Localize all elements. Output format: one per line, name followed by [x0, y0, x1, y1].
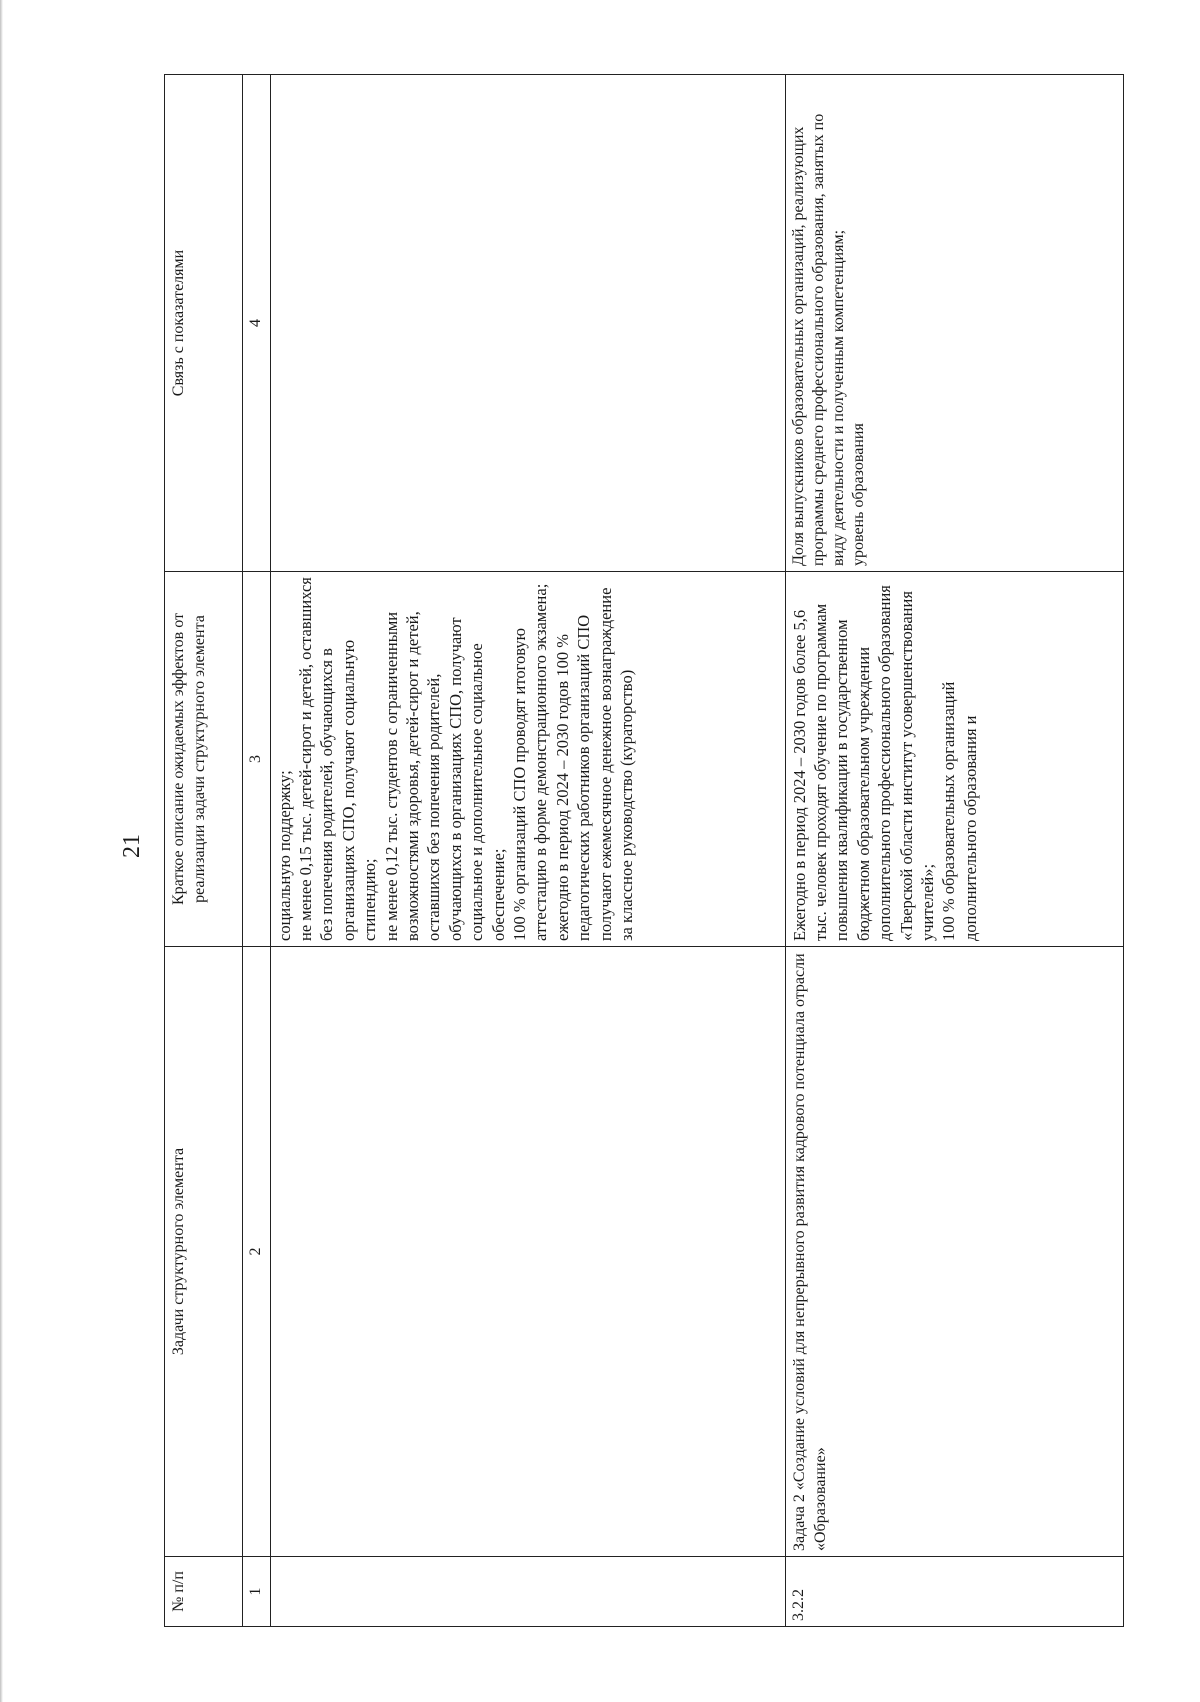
row1-effects: социальную поддержку; не менее 0,15 тыс. детей-сирот и детей, оставшихся без попечения родителей, обучающихся в организациях СПО, получают социальную стипендию; не менее 0,12 тыс. студентов с ограниченными возможностями здоровья, детей-сирот и детей, оставшихся без попечения родителей, обучающихся в организациях СПО, получают социальное и дополнительное социальное обеспечение; 100 % организаций СПО проводят итоговую аттестацию в форме демонстрационного экзамена; ежегодно в период 2024 – 2030 годов 100 % педагогических работников организаций СПО получают ежемесячное денежное вознаграждение за классное руководство (кураторство): [270, 572, 785, 947]
row1-task: [270, 947, 785, 1557]
row2-indicators: Доля выпускников образовательных организаций, реализующих программы среднего профессионального образования, занятых по виду деятельности и полученным компетенциям; уровень образования: [785, 75, 1124, 572]
column-numbering-row: [243, 75, 271, 1627]
table-row: [785, 75, 1124, 1627]
page-number: 21: [119, 834, 145, 858]
column-number-4: 4: [243, 75, 271, 572]
column-number-3: 3: [243, 572, 271, 947]
row1-indicators: [270, 75, 785, 572]
row2-number: 3.2.2: [785, 1557, 1124, 1627]
row1-number: [270, 1557, 785, 1627]
scan-edge: [0, 0, 3, 1702]
header-number: № п/п: [165, 1557, 243, 1627]
header-row: [165, 75, 243, 1627]
header-tasks: Задачи структурного элемента: [165, 947, 243, 1557]
header-indicators: Связь с показателями: [165, 75, 243, 572]
row2-effects: Ежегодно в период 2024 – 2030 годов более 5,6 тыс. человек проходят обучение по программам повышения квалификации в государственном бюджетном образовательном учреждении дополнительного профессионального образования «Тверской области институт усовершенствования учителей»; 100 % образовательных организаций дополнительного образования и: [785, 572, 1124, 947]
column-number-2: 2: [243, 947, 271, 1557]
rotated-table-sheet: [164, 75, 1124, 1627]
column-number-1: 1: [243, 1557, 271, 1627]
row2-task: Задача 2 «Создание условий для непрерывного развития кадрового потенциала отрасли «Образование»: [785, 947, 1124, 1557]
structural-elements-table: [164, 74, 1124, 1627]
header-effects: Краткое описание ожидаемых эффектов от реализации задачи структурного элемента: [165, 572, 243, 947]
table-row: [270, 75, 785, 1627]
